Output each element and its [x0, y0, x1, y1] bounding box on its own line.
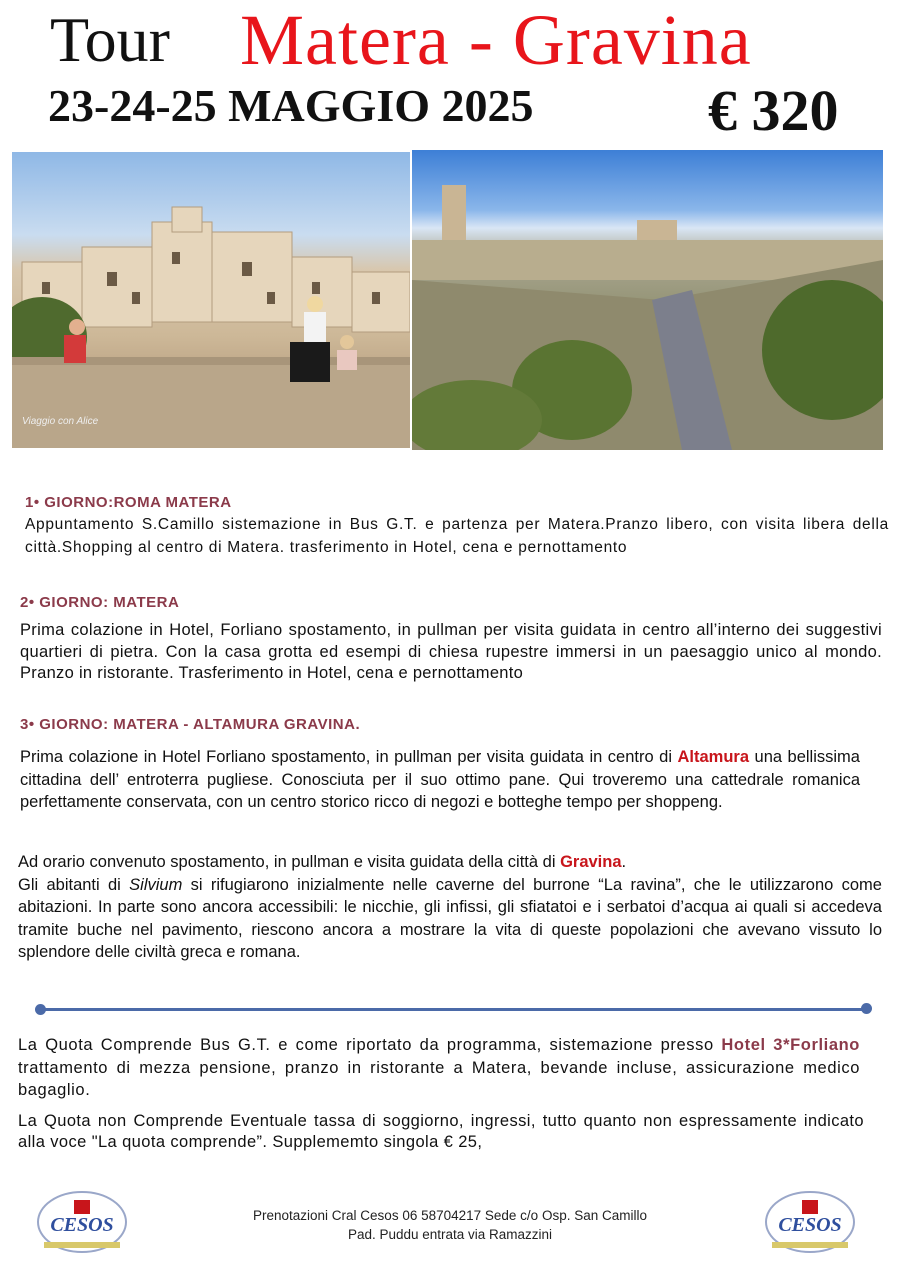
- day1-heading: 1• GIORNO:ROMA MATERA: [25, 494, 232, 511]
- gravina-photo: [412, 150, 883, 450]
- day3-text: [20, 746, 860, 814]
- silvium-italic: Silvium: [129, 875, 183, 894]
- day1-text: Appuntamento S.Camillo sistemazione in Bus G.T. e partenza per Matera.Pranzo libero, con visita libera della città.Shopping al centro di Matera. trasferimento in Hotel, cena e pernottamento: [25, 516, 889, 556]
- tour-dates: 23-24-25 MAGGIO 2025: [48, 80, 534, 131]
- day3-heading: 3• GIORNO: MATERA - ALTAMURA GRAVINA.: [20, 716, 361, 733]
- quota-non-comprende: La Quota non Comprende Eventuale tassa di soggiorno, ingressi, tutto quanto non espressamente indicato alla voce "La quota comprende”. Supplememto singola € 25,: [18, 1112, 864, 1151]
- day2-text: Prima colazione in Hotel, Forliano spostamento, in pullman per visita guidata in centro all’interno dei suggestivi quartieri di pietra. Con la casa grotta ed esempi di chiesa rupestre immersi in un paesaggio unico al mondo. Pranzo in ristorante. Trasferimento in Hotel, cena e pernottamento: [20, 621, 882, 682]
- logo-right-text: CESOS: [778, 1214, 842, 1236]
- gravina-highlight: Gravina: [560, 853, 622, 871]
- altamura-highlight: Altamura: [677, 748, 750, 766]
- gravina-photo-illustration: [412, 150, 883, 450]
- matera-photo-illustration: [12, 152, 410, 448]
- divider-right-dot: [861, 1003, 872, 1014]
- includes-after: trattamento di mezza pensione, pranzo in ristorante a Matera, bevande incluse, assicurazione medico bagaglio.: [18, 1058, 860, 1099]
- divider-left-dot: [35, 1004, 46, 1015]
- title-destination: Matera - Gravina: [240, 0, 752, 80]
- gravina-line2-before: Gli abitanti di: [18, 875, 121, 894]
- logo-left-text: CESOS: [50, 1214, 114, 1236]
- includes-before: La Quota Comprende Bus G.T. e come riportato da programma, sistemazione presso: [18, 1036, 714, 1054]
- footer-line1: Prenotazioni Cral Cesos 06 58704217 Sede c/o Osp. San Camillo: [253, 1208, 647, 1223]
- day3-text-before: Prima colazione in Hotel Forliano spostamento, in pullman per visita guidata in centro di: [20, 748, 672, 766]
- title-tour-word: Tour: [50, 4, 170, 75]
- day3-text-after: una bellissima cittadina dell’ entroterra pugliese. Conosciuta per il suo ottimo pane. Qui troveremo una cattedrale romanica perfettamente conservata, con un centro storico ricco di negozi e botteghe tempo per shoppeng.: [20, 748, 860, 811]
- quota-comprende: [18, 1034, 860, 1102]
- cesos-logo-right-graphic: [762, 1186, 858, 1260]
- footer-line2: Pad. Puddu entrata via Ramazzini: [347, 1227, 553, 1242]
- gravina-line2-after: si rifugiarono inizialmente nelle caverne del burrone “La ravina”, che le utilizzarono come abitazioni. In parte sono ancora accessibili: le nicchie, gli infissi, gli sfiatatoi e i serbatoi d’acqua ai quali si accedeva tramite buche nel pavimento, riescono ancora a mostrare la vita di queste popolazioni che avevano vissuto lo splendore delle civiltà greca e romana.: [18, 875, 882, 961]
- section-divider: [40, 1008, 868, 1011]
- photo-caption: Viaggio con Alice: [22, 416, 99, 427]
- tour-price: € 320: [708, 78, 839, 143]
- hotel-highlight: Hotel 3*Forliano: [721, 1036, 860, 1054]
- day2-heading: 2• GIORNO: MATERA: [20, 594, 180, 611]
- cesos-logo-left: [34, 1186, 130, 1260]
- cesos-logo-right: [762, 1186, 858, 1260]
- gravina-text-before: Ad orario convenuto spostamento, in pullman e visita guidata della città di: [18, 853, 556, 871]
- matera-photo: [12, 152, 410, 448]
- gravina-text: Ad orario convenuto spostamento, in pullman e visita guidata della città di Gravina. Gli abitanti di Silvium si rifugiarono inizialmente nelle caverne del burrone “La ravina”, che le utilizzarono come abitazioni. In parte sono ancora accessibili: le nicchie, gli infissi, gli sfiatatoi e i serbatoi d’acqua ai quali si accedeva tramite buche nel pavimento, riescono ancora a mostrare la vita di queste popolazioni che avevano vissuto lo splendore delle civiltà greca e romana.: [18, 853, 882, 961]
- cesos-logo-left-graphic: [34, 1186, 130, 1260]
